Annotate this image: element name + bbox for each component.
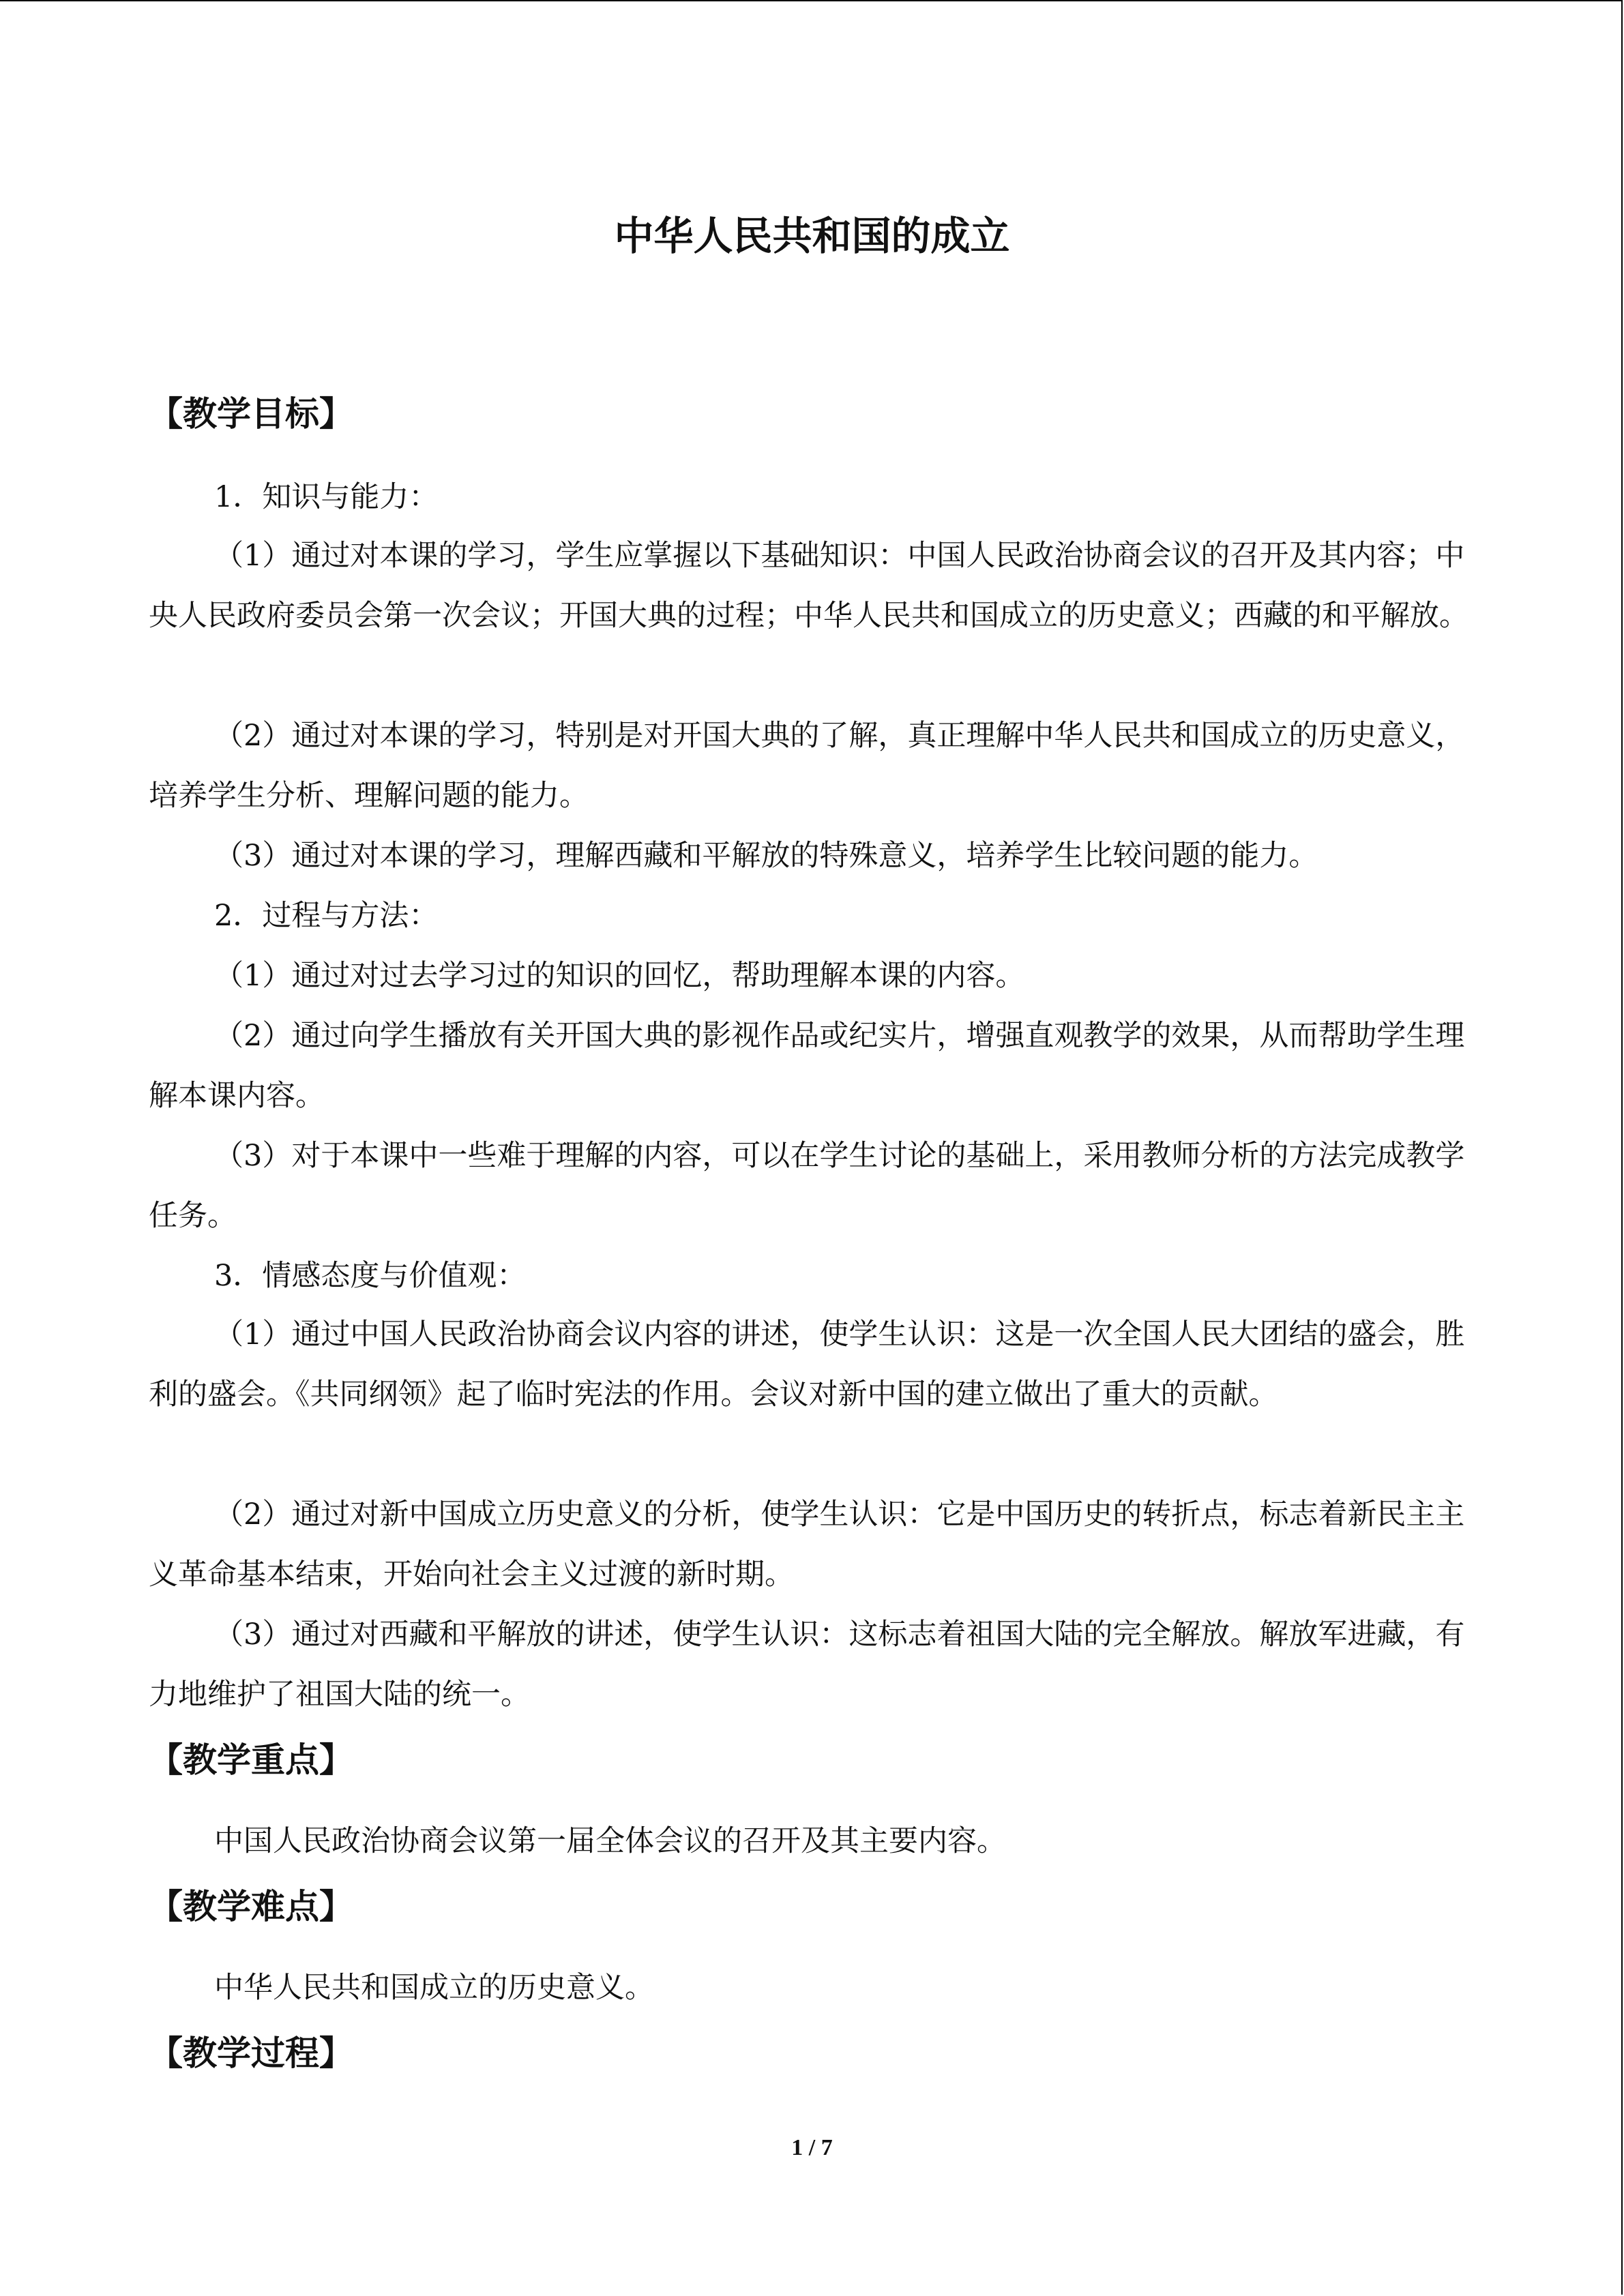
objectives-values-title: 3．情感态度与价值观： — [214, 1259, 527, 1293]
key-points-text: 中国人民政治协商会议第一届全体会议的召开及其主要内容。 — [214, 1824, 1006, 1858]
heading-difficulties: 【教学难点】 — [149, 1887, 353, 1926]
difficulties-text: 中华人民共和国成立的历史意义。 — [214, 1971, 654, 2005]
page-indicator: 1 / 7 — [791, 2135, 833, 2160]
process-item-3: （3）对于本课中一些难于理解的内容，可以在学生讨论的基础上，采用教师分析的方法完成教学任务。 — [149, 1139, 1465, 1233]
heading-process: 【教学过程】 — [149, 2033, 353, 2073]
knowledge-item-1: （1）通过对本课的学习，学生应掌握以下基础知识：中国人民政治协商会议的召开及其内容；中央人民政府委员会第一次会议；开国大典的过程；中华人民共和国成立的历史意义；西藏的和平解放。 — [149, 539, 1468, 633]
process-item-1: （1）通过对过去学习过的知识的回忆，帮助理解本课的内容。 — [214, 959, 1025, 993]
objectives-process-title: 2．过程与方法： — [214, 899, 439, 933]
knowledge-item-3: （3）通过对本课的学习，理解西藏和平解放的特殊意义，培养学生比较问题的能力。 — [214, 839, 1318, 873]
knowledge-item-2: （2）通过对本课的学习，特别是对开国大典的了解，真正理解中华人民共和国成立的历史意义，培养学生分析、理解问题的能力。 — [149, 719, 1465, 813]
values-item-2: （2）通过对新中国成立历史意义的分析，使学生认识：它是中国历史的转折点，标志着新民主主义革命基本结束，开始向社会主义过渡的新时期。 — [149, 1497, 1465, 1592]
values-item-3: （3）通过对西藏和平解放的讲述，使学生认识：这标志着祖国大陆的完全解放。解放军进藏，有力地维护了祖国大陆的统一。 — [149, 1617, 1465, 1712]
heading-key-points: 【教学重点】 — [149, 1740, 353, 1780]
heading-objectives: 【教学目标】 — [149, 394, 353, 434]
values-item-1: （1）通过中国人民政治协商会议内容的讲述，使学生认识：这是一次全国人民大团结的盛会，胜利的盛会。《共同纲领》起了临时宪法的作用。会议对新中国的建立做出了重大的贡献。 — [149, 1317, 1465, 1412]
process-item-2: （2）通过向学生播放有关开国大典的影视作品或纪实片，增强直观教学的效果，从而帮助学生理解本课内容。 — [149, 1019, 1465, 1113]
objectives-knowledge-title: 1．知识与能力： — [214, 480, 439, 514]
document-title: 中华人民共和国的成立 — [614, 213, 1010, 259]
